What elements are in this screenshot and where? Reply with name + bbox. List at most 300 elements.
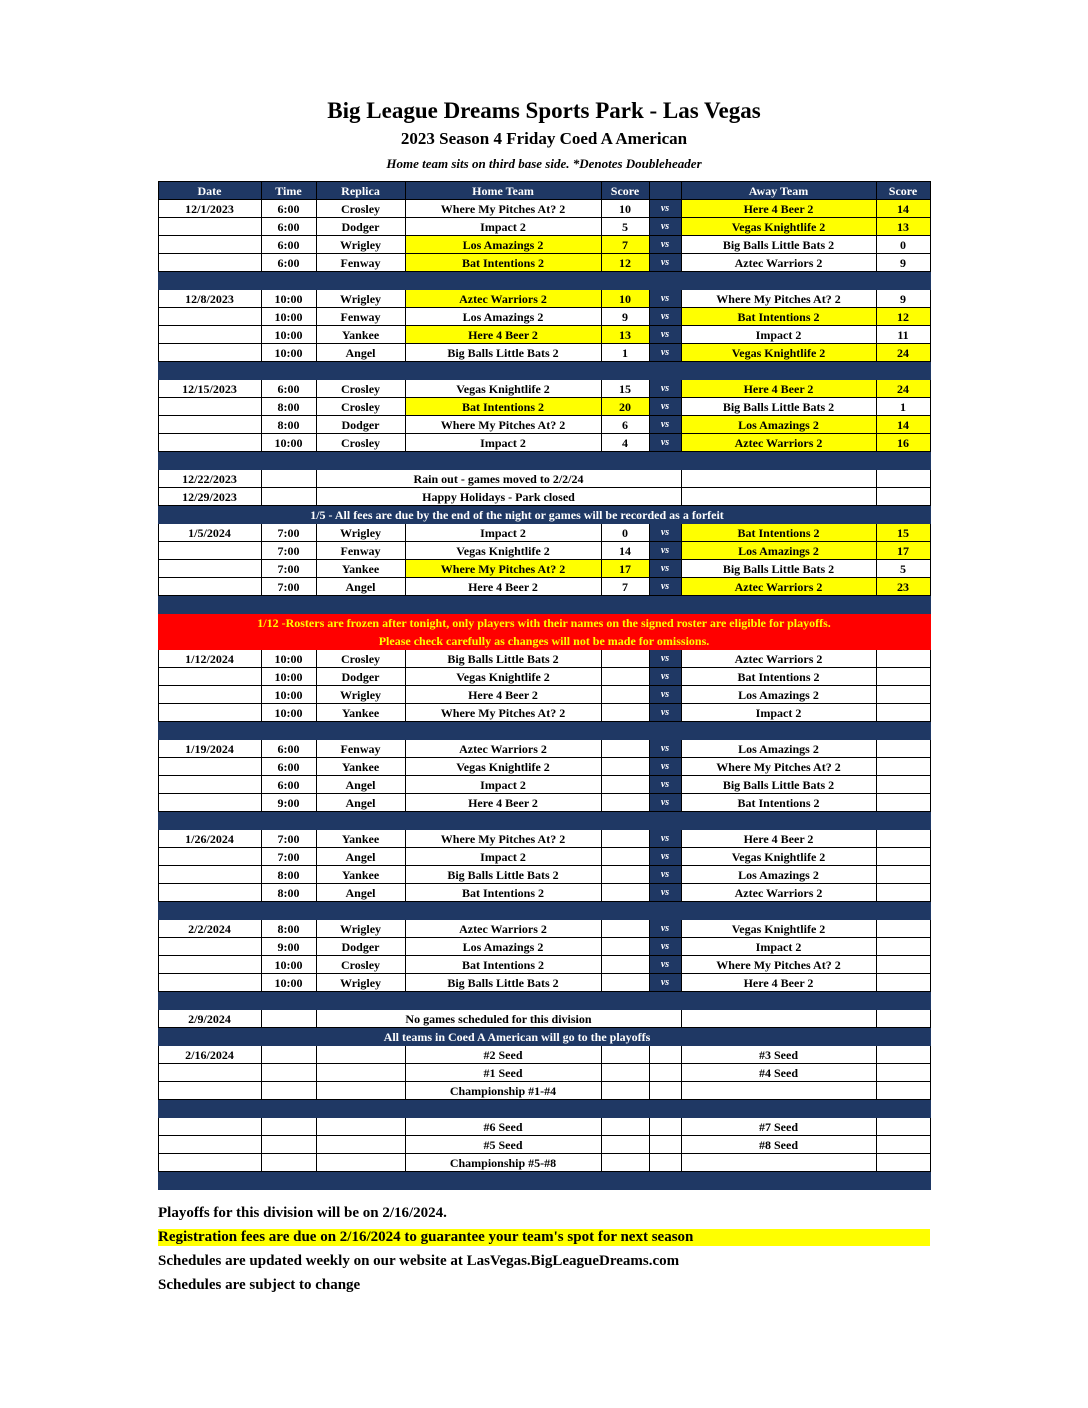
- away-team-cell: Bat Intentions 2: [681, 308, 876, 326]
- time-cell: 10:00: [261, 308, 316, 326]
- time-cell: 10:00: [261, 974, 316, 992]
- time-cell: 7:00: [261, 524, 316, 542]
- home-score-cell: 4: [601, 434, 649, 452]
- home-team-cell: Bat Intentions 2: [405, 398, 601, 416]
- date-cell: [158, 542, 261, 560]
- home-score-cell: [601, 650, 649, 668]
- away-score-cell: 15: [876, 524, 930, 542]
- away-score-cell: [876, 488, 930, 506]
- home-team-cell: Here 4 Beer 2: [405, 578, 601, 596]
- date-cell: 1/19/2024: [158, 740, 261, 758]
- away-score-cell: 12: [876, 308, 930, 326]
- away-score-cell: [876, 884, 930, 902]
- home-score-cell: [601, 830, 649, 848]
- time-cell: [261, 1046, 316, 1064]
- column-header-score: Score: [601, 182, 649, 200]
- away-score-cell: [876, 938, 930, 956]
- home-team-cell: Bat Intentions 2: [405, 254, 601, 272]
- replica-cell: [316, 1154, 405, 1172]
- away-score-cell: 0: [876, 236, 930, 254]
- away-score-cell: 9: [876, 254, 930, 272]
- home-team-cell: Los Amazings 2: [405, 938, 601, 956]
- replica-cell: Crosley: [316, 650, 405, 668]
- game-row: [158, 848, 930, 866]
- vs-cell: vs: [649, 290, 681, 308]
- date-cell: [158, 326, 261, 344]
- away-score-cell: [876, 1154, 930, 1172]
- footer-line-1: Playoffs for this division will be on 2/16/2024.: [158, 1205, 447, 1221]
- home-score-cell: [601, 866, 649, 884]
- date-cell: [158, 1064, 261, 1082]
- message-cell: Happy Holidays - Park closed: [316, 488, 681, 506]
- home-team-cell: Vegas Knightlife 2: [405, 668, 601, 686]
- home-score-cell: 12: [601, 254, 649, 272]
- game-row: [158, 236, 930, 254]
- replica-cell: Angel: [316, 776, 405, 794]
- separator-band: [158, 362, 930, 380]
- column-header-time: Time: [261, 182, 316, 200]
- home-score-cell: 1: [601, 344, 649, 362]
- home-team-cell: Bat Intentions 2: [405, 884, 601, 902]
- date-cell: [158, 344, 261, 362]
- vs-empty-cell: [649, 1136, 681, 1154]
- time-cell: 10:00: [261, 668, 316, 686]
- separator-band: [158, 1172, 930, 1190]
- away-team-cell: Aztec Warriors 2: [681, 434, 876, 452]
- home-team-cell: Los Amazings 2: [405, 236, 601, 254]
- time-cell: 7:00: [261, 578, 316, 596]
- separator-row: [158, 272, 930, 290]
- home-team-cell: Big Balls Little Bats 2: [405, 866, 601, 884]
- away-score-cell: 9: [876, 290, 930, 308]
- home-score-cell: 17: [601, 560, 649, 578]
- away-score-cell: 14: [876, 200, 930, 218]
- replica-cell: Dodger: [316, 218, 405, 236]
- column-header-vs: [649, 182, 681, 200]
- date-cell: 12/22/2023: [158, 470, 261, 488]
- seed-row: [158, 1136, 930, 1154]
- championship-cell: Championship #1-#4: [405, 1082, 601, 1100]
- date-cell: [158, 1118, 261, 1136]
- date-cell: [158, 218, 261, 236]
- away-score-cell: 23: [876, 578, 930, 596]
- date-cell: [158, 668, 261, 686]
- banner-end-cell: [876, 1028, 930, 1046]
- time-cell: 10:00: [261, 704, 316, 722]
- time-cell: 10:00: [261, 650, 316, 668]
- separator-row: [158, 596, 930, 614]
- home-team-cell: Vegas Knightlife 2: [405, 380, 601, 398]
- date-cell: [158, 560, 261, 578]
- time-cell: [261, 1118, 316, 1136]
- banner-row: [158, 1028, 930, 1046]
- game-row: [158, 686, 930, 704]
- home-score-cell: 10: [601, 200, 649, 218]
- home-team-note: Home team sits on third base side. *Denotes Doubleheader: [386, 156, 702, 171]
- message-row: [158, 470, 930, 488]
- home-team-cell: Impact 2: [405, 524, 601, 542]
- message-row: [158, 1010, 930, 1028]
- date-cell: [158, 686, 261, 704]
- vs-cell: vs: [649, 308, 681, 326]
- home-team-cell: Los Amazings 2: [405, 308, 601, 326]
- vs-cell: vs: [649, 578, 681, 596]
- away-score-cell: [876, 1046, 930, 1064]
- home-score-cell: [601, 776, 649, 794]
- game-row: [158, 254, 930, 272]
- vs-empty-cell: [649, 1064, 681, 1082]
- home-score-cell: [601, 938, 649, 956]
- home-team-cell: Vegas Knightlife 2: [405, 758, 601, 776]
- away-score-cell: [876, 866, 930, 884]
- date-cell: [158, 578, 261, 596]
- vs-cell: vs: [649, 668, 681, 686]
- away-score-cell: [876, 794, 930, 812]
- away-score-cell: [876, 1064, 930, 1082]
- replica-cell: [316, 1136, 405, 1154]
- time-cell: 10:00: [261, 956, 316, 974]
- home-team-cell: Aztec Warriors 2: [405, 740, 601, 758]
- date-cell: [158, 254, 261, 272]
- vs-cell: vs: [649, 236, 681, 254]
- home-score-cell: [601, 1064, 649, 1082]
- replica-cell: [316, 1064, 405, 1082]
- replica-cell: Wrigley: [316, 974, 405, 992]
- separator-band: [158, 902, 930, 920]
- time-cell: 6:00: [261, 200, 316, 218]
- home-score-cell: [601, 848, 649, 866]
- vs-cell: vs: [649, 920, 681, 938]
- away-team-cell: Where My Pitches At? 2: [681, 758, 876, 776]
- column-header-away-team: Away Team: [681, 182, 876, 200]
- column-header-score: Score: [876, 182, 930, 200]
- time-cell: 8:00: [261, 398, 316, 416]
- game-row: [158, 290, 930, 308]
- footer-line-3: Schedules are updated weekly on our website at LasVegas.BigLeagueDreams.com: [158, 1253, 680, 1269]
- column-header-home-team: Home Team: [405, 182, 601, 200]
- replica-cell: Yankee: [316, 560, 405, 578]
- home-score-cell: [601, 740, 649, 758]
- away-score-cell: [876, 1082, 930, 1100]
- home-score-cell: 20: [601, 398, 649, 416]
- championship-row: [158, 1154, 930, 1172]
- separator-row: [158, 452, 930, 470]
- away-team-cell: Big Balls Little Bats 2: [681, 236, 876, 254]
- away-score-cell: [876, 776, 930, 794]
- home-team-cell: Where My Pitches At? 2: [405, 560, 601, 578]
- home-team-cell: Big Balls Little Bats 2: [405, 344, 601, 362]
- page-title: Big League Dreams Sports Park - Las Vegas: [327, 98, 761, 123]
- home-score-cell: 15: [601, 380, 649, 398]
- home-score-cell: [601, 920, 649, 938]
- away-team-cell: Here 4 Beer 2: [681, 380, 876, 398]
- date-cell: [158, 794, 261, 812]
- away-score-cell: [876, 1136, 930, 1154]
- date-cell: [158, 434, 261, 452]
- game-row: [158, 866, 930, 884]
- away-score-cell: [876, 830, 930, 848]
- date-cell: 1/5/2024: [158, 524, 261, 542]
- replica-cell: Angel: [316, 794, 405, 812]
- replica-cell: Yankee: [316, 758, 405, 776]
- date-cell: [158, 704, 261, 722]
- game-row: [158, 704, 930, 722]
- vs-cell: vs: [649, 416, 681, 434]
- game-row: [158, 380, 930, 398]
- replica-cell: Fenway: [316, 308, 405, 326]
- home-team-cell: Where My Pitches At? 2: [405, 200, 601, 218]
- date-cell: 2/9/2024: [158, 1010, 261, 1028]
- schedule-table-body: [158, 200, 930, 1190]
- time-cell: 7:00: [261, 830, 316, 848]
- game-row: [158, 794, 930, 812]
- away-team-cell: Big Balls Little Bats 2: [681, 398, 876, 416]
- time-cell: 10:00: [261, 290, 316, 308]
- championship-cell: Championship #5-#8: [405, 1154, 601, 1172]
- vs-empty-cell: [649, 1082, 681, 1100]
- home-team-cell: Big Balls Little Bats 2: [405, 974, 601, 992]
- home-team-cell: Big Balls Little Bats 2: [405, 650, 601, 668]
- replica-cell: Yankee: [316, 326, 405, 344]
- home-team-cell: Impact 2: [405, 848, 601, 866]
- home-score-cell: 10: [601, 290, 649, 308]
- away-score-cell: 1: [876, 398, 930, 416]
- date-cell: 2/16/2024: [158, 1046, 261, 1064]
- alert-row: [158, 632, 930, 650]
- page-subtitle: 2023 Season 4 Friday Coed A American: [400, 129, 688, 148]
- away-score-cell: [876, 668, 930, 686]
- game-row: [158, 542, 930, 560]
- replica-cell: Wrigley: [316, 236, 405, 254]
- time-cell: 7:00: [261, 848, 316, 866]
- game-row: [158, 884, 930, 902]
- replica-cell: [316, 1082, 405, 1100]
- seed-away-cell: #7 Seed: [681, 1118, 876, 1136]
- away-team-cell: Bat Intentions 2: [681, 524, 876, 542]
- vs-cell: vs: [649, 938, 681, 956]
- home-score-cell: 0: [601, 524, 649, 542]
- replica-cell: Crosley: [316, 380, 405, 398]
- away-team-cell: Aztec Warriors 2: [681, 650, 876, 668]
- away-team-cell: [681, 1010, 876, 1028]
- seed-home-cell: #6 Seed: [405, 1118, 601, 1136]
- home-score-cell: [601, 1082, 649, 1100]
- away-team-cell: Vegas Knightlife 2: [681, 218, 876, 236]
- home-score-cell: 14: [601, 542, 649, 560]
- banner-row: [158, 506, 930, 524]
- time-cell: [261, 1136, 316, 1154]
- away-team-cell: [681, 1154, 876, 1172]
- away-team-cell: [681, 470, 876, 488]
- away-team-cell: Los Amazings 2: [681, 866, 876, 884]
- away-team-cell: Impact 2: [681, 326, 876, 344]
- away-team-cell: Impact 2: [681, 938, 876, 956]
- vs-cell: vs: [649, 776, 681, 794]
- vs-cell: vs: [649, 254, 681, 272]
- message-cell: No games scheduled for this division: [316, 1010, 681, 1028]
- vs-cell: vs: [649, 794, 681, 812]
- game-row: [158, 308, 930, 326]
- alert-cell: 1/12 -Rosters are frozen after tonight, only players with their names on the signed roster are eligible for playoffs.: [158, 614, 930, 632]
- away-team-cell: Here 4 Beer 2: [681, 830, 876, 848]
- game-row: [158, 938, 930, 956]
- game-row: [158, 956, 930, 974]
- away-score-cell: [876, 740, 930, 758]
- home-score-cell: [601, 1154, 649, 1172]
- game-row: [158, 398, 930, 416]
- home-team-cell: Where My Pitches At? 2: [405, 416, 601, 434]
- replica-cell: Wrigley: [316, 920, 405, 938]
- away-score-cell: [876, 470, 930, 488]
- date-cell: [158, 416, 261, 434]
- game-row: [158, 776, 930, 794]
- date-cell: 12/29/2023: [158, 488, 261, 506]
- date-cell: [158, 776, 261, 794]
- time-cell: 6:00: [261, 380, 316, 398]
- home-score-cell: [601, 704, 649, 722]
- away-team-cell: [681, 1082, 876, 1100]
- time-cell: 10:00: [261, 686, 316, 704]
- away-team-cell: Impact 2: [681, 704, 876, 722]
- time-cell: 6:00: [261, 236, 316, 254]
- document-header: [0, 0, 1088, 172]
- date-cell: [158, 1154, 261, 1172]
- home-score-cell: [601, 884, 649, 902]
- separator-band: [158, 992, 930, 1010]
- home-score-cell: [601, 1118, 649, 1136]
- replica-cell: [316, 1046, 405, 1064]
- home-team-cell: Here 4 Beer 2: [405, 326, 601, 344]
- header-row: [158, 182, 930, 200]
- time-cell: 8:00: [261, 884, 316, 902]
- away-team-cell: Here 4 Beer 2: [681, 200, 876, 218]
- date-cell: [158, 956, 261, 974]
- separator-row: [158, 1172, 930, 1190]
- away-score-cell: [876, 974, 930, 992]
- vs-cell: vs: [649, 650, 681, 668]
- away-team-cell: Where My Pitches At? 2: [681, 956, 876, 974]
- seed-row: [158, 1118, 930, 1136]
- away-score-cell: 14: [876, 416, 930, 434]
- vs-cell: vs: [649, 686, 681, 704]
- game-row: [158, 578, 930, 596]
- vs-empty-cell: [649, 1118, 681, 1136]
- home-team-cell: Impact 2: [405, 218, 601, 236]
- vs-cell: vs: [649, 956, 681, 974]
- home-score-cell: 9: [601, 308, 649, 326]
- away-score-cell: [876, 1118, 930, 1136]
- separator-row: [158, 722, 930, 740]
- seed-home-cell: #2 Seed: [405, 1046, 601, 1064]
- vs-cell: vs: [649, 704, 681, 722]
- away-team-cell: Los Amazings 2: [681, 740, 876, 758]
- date-cell: 1/12/2024: [158, 650, 261, 668]
- away-team-cell: Bat Intentions 2: [681, 668, 876, 686]
- away-score-cell: [876, 848, 930, 866]
- date-cell: 1/26/2024: [158, 830, 261, 848]
- footer-line-4: Schedules are subject to change: [158, 1277, 361, 1293]
- time-cell: [261, 1082, 316, 1100]
- time-cell: 8:00: [261, 866, 316, 884]
- time-cell: 6:00: [261, 758, 316, 776]
- replica-cell: Fenway: [316, 740, 405, 758]
- away-team-cell: Big Balls Little Bats 2: [681, 560, 876, 578]
- vs-cell: vs: [649, 974, 681, 992]
- time-cell: [261, 1010, 316, 1028]
- vs-cell: vs: [649, 740, 681, 758]
- seed-away-cell: #4 Seed: [681, 1064, 876, 1082]
- message-cell: Rain out - games moved to 2/2/24: [316, 470, 681, 488]
- away-score-cell: [876, 1010, 930, 1028]
- time-cell: [261, 1064, 316, 1082]
- away-team-cell: Here 4 Beer 2: [681, 974, 876, 992]
- replica-cell: Angel: [316, 578, 405, 596]
- home-score-cell: 13: [601, 326, 649, 344]
- separator-band: [158, 1100, 930, 1118]
- vs-cell: vs: [649, 884, 681, 902]
- schedule-table-header: [158, 182, 930, 200]
- vs-cell: vs: [649, 200, 681, 218]
- away-score-cell: [876, 704, 930, 722]
- home-score-cell: [601, 686, 649, 704]
- home-score-cell: 5: [601, 218, 649, 236]
- home-team-cell: Here 4 Beer 2: [405, 794, 601, 812]
- seed-away-cell: #3 Seed: [681, 1046, 876, 1064]
- seed-home-cell: #5 Seed: [405, 1136, 601, 1154]
- home-score-cell: [601, 758, 649, 776]
- seed-row: [158, 1064, 930, 1082]
- time-cell: 7:00: [261, 542, 316, 560]
- replica-cell: Crosley: [316, 434, 405, 452]
- game-row: [158, 740, 930, 758]
- banner-end-cell: [876, 506, 930, 524]
- away-team-cell: Aztec Warriors 2: [681, 578, 876, 596]
- separator-row: [158, 362, 930, 380]
- time-cell: 6:00: [261, 776, 316, 794]
- home-score-cell: 6: [601, 416, 649, 434]
- vs-cell: vs: [649, 380, 681, 398]
- game-row: [158, 344, 930, 362]
- vs-cell: vs: [649, 218, 681, 236]
- seed-home-cell: #1 Seed: [405, 1064, 601, 1082]
- time-cell: 7:00: [261, 560, 316, 578]
- column-header-replica: Replica: [316, 182, 405, 200]
- column-header-date: Date: [158, 182, 261, 200]
- replica-cell: Angel: [316, 884, 405, 902]
- time-cell: [261, 1154, 316, 1172]
- alert-row: [158, 614, 930, 632]
- game-row: [158, 650, 930, 668]
- replica-cell: Dodger: [316, 416, 405, 434]
- away-team-cell: Bat Intentions 2: [681, 794, 876, 812]
- vs-cell: vs: [649, 524, 681, 542]
- game-row: [158, 830, 930, 848]
- separator-band: [158, 596, 930, 614]
- away-team-cell: Los Amazings 2: [681, 542, 876, 560]
- alert-cell: Please check carefully as changes will not be made for omissions.: [158, 632, 930, 650]
- game-row: [158, 920, 930, 938]
- separator-row: [158, 902, 930, 920]
- game-row: [158, 560, 930, 578]
- game-row: [158, 974, 930, 992]
- seed-row: [158, 1046, 930, 1064]
- away-team-cell: Vegas Knightlife 2: [681, 344, 876, 362]
- vs-empty-cell: [649, 1154, 681, 1172]
- home-score-cell: [601, 974, 649, 992]
- vs-cell: vs: [649, 560, 681, 578]
- away-team-cell: Los Amazings 2: [681, 686, 876, 704]
- replica-cell: Fenway: [316, 542, 405, 560]
